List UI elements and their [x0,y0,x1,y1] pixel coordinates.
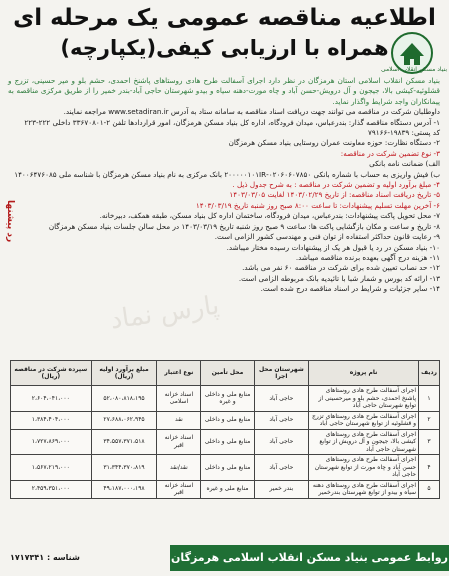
credit-type: نقد [157,411,201,429]
credit-type: اسناد خزانه اقبر [157,429,201,455]
project-name: اجرای آسفالت طرح هادی روستاهای کیشی بالا، جیجون و آل درویش از توابع شهرستان حاجی آباد [309,429,419,455]
item-quorum: ۱۲- حد نصاب تعیین شده برای شرکت در مناقصه ۶۰ نفر می باشد. [242,263,440,273]
footer-organization-bar: روابط عمومی بنیاد مسکن انقلاب اسلامی هرمزگان [170,545,449,571]
table-header-cell: نوع اعتبار [157,361,201,386]
table-row [11,386,440,412]
row-number: ۱ [419,386,440,412]
table-header-cell: محل تأمین [201,361,254,386]
row-number: ۲ [419,411,440,429]
funding-source: منابع ملی و داخلی [201,455,254,481]
item-reject: ۱۰- بنیاد مسکن در رد یا قبول هر یک از پیشنهادات رسیده مختار میباشد. [226,242,440,252]
page-title: اطلاعیه مناقصه عمومی یک مرحله ای [13,5,436,31]
item-law: ۹- رعایت قانون حداکثر استفاده از توان فنی و مهندسی کشور الزامی است. [214,232,440,242]
table-header-cell: مبلغ برآورد اولیه (ریال) [91,361,157,386]
row-number: ۵ [419,480,440,498]
funding-source: منابع ملی و داخلی [201,411,254,429]
deposit-amount: ۲،۴۵۹،۳۵۱،۰۰۰ [11,480,92,498]
table-header-cell: نام پروژه [309,361,419,386]
announcement-body [8,76,440,295]
table-header-cell: سپرده شرکت در مناقصه (ریال) [11,361,92,386]
watermark: پارس نماد [108,290,222,336]
deposit-amount: ۱،۵۶۷،۲۱۹،۰۰۰ [11,455,92,481]
item-postal-code: کد پستی: ۱۹۸۳۹-۷۹۱۶۶ [368,128,440,138]
item-delivery-place: ۷- محل تحویل پاکت پیشنهادات: بندرعباس، میدان فرودگاه، ساختمان اداره کل بنیاد مسکن، طبقه همکف، دبیرخانه. [99,211,440,221]
table-header-row [11,361,440,386]
item-address: ۱- آدرس دستگاه مناقصه گذار: بندرعباس، میدان فرودگاه، اداره کل بنیاد مسکن هرمزگان، امور قراردادها تلفن ۲-۳۳۶۷۰۸۰۱ داخلی ۲۲۲-۲۲۳ [24,117,440,127]
item-ad-cost: ۱۱- هزینه درج آگهی بعهده برنده مناقصه میباشد. [295,252,440,262]
project-name: اجرای آسفالت طرح هادی روستاهای تزرج و قشلوئیه از توابع شهرستان حاجی آباد [309,411,419,429]
credit-type: نقد/نقد [157,455,201,481]
intro-website-paragraph: داوطلبان شرکت در مناقصه می توانند جهت دریافت اسناد مناقصه به سامانه ستاد به آدرس www.setadiran.ir مراجعه نمایند. [63,107,440,117]
table-row [11,480,440,498]
side-stamp-label: رد پیشنها [5,200,15,243]
funding-source: منابع ملی و غیره [201,480,254,498]
intro-paragraph: بنیاد مسکن انقلاب اسلامی استان هرمزگان در نظر دارد اجرای آسفالت طرح هادی روستاهای پاشنخ احمدی، حشم بلو و میر حسینی، تزرج و قشلوئیه-کیشی بالا، جیجون و آل درویش-حسن آباد و چاه مورت-دهنه سیاه و بیدو شهرستان حاجی آباد-بندر خمیر را از طریق مرکزی مناقصه به پیمانکاران واجد شرایط واگذار نماید. [8,76,440,106]
estimate-amount: ۳۴،۵۵۷،۳۷۱،۵۱۸ [91,429,157,455]
deposit-amount: ۲،۶۰۴،۰۴۱،۰۰۰ [11,386,92,412]
item-deadline: ۶- آخرین مهلت تسلیم پیشنهادات: تا ساعت ۸:۰۰ صبح روز شنبه تاریخ ۱۴۰۳/۰۳/۱۹ [195,200,440,210]
estimate-amount: ۲۷،۶۸۸،۰۶۲،۹۴۵ [91,411,157,429]
header [0,0,449,74]
credit-type: اسناد خزانه اقبر [157,480,201,498]
page-subtitle: همراه با ارزیابی کیفی(یکپارچه) [60,36,389,60]
funding-source: منابع ملی و داخلی و غیره [201,386,254,412]
city: حاجی آباد [254,429,308,455]
project-name: اجرای آسفالت طرح هادی روستاهای دهنه سیاه و بیدو از توابع شهرستان بندرخمیر [309,480,419,498]
table-header-cell: ردیف [419,361,440,386]
city: حاجی آباد [254,455,308,481]
deposit-amount: ۱،۷۲۷،۸۶۹،۰۰۰ [11,429,92,455]
item-guarantee-a: الف) ضمانت نامه بانکی [369,159,440,169]
estimate-amount: ۴۹،۱۸۷،۰۰۰،۱۹۸ [91,480,157,498]
item-opening: ۸- تاریخ و ساعت و مکان بازگشایی پاکت ها: ساعت ۹ صبح روز شنبه تاریخ ۱۴۰۳/۰۳/۱۹ در محل سالن جلسات بنیاد مسکن هرمزگان [48,221,440,231]
table-row [11,429,440,455]
deposit-amount: ۱،۳۸۴،۴۰۴،۰۰۰ [11,411,92,429]
table-row [11,455,440,481]
city: بندر خمیر [254,480,308,498]
project-name: اجرای آسفالت طرح هادی روستاهای پاشنخ احمدی، حشم بلو و میرحسینی از توابع شهرستان حاجی آباد [309,386,419,412]
table-row [11,411,440,429]
project-name: اجرای آسفالت طرح هادی روستاهای حسن آباد و چاه مورت از توابع شهرستان حاجی آباد [309,455,419,481]
item-other: ۱۴- سایر جزئیات و شرایط در اسناد مناقصه درج شده است. [260,284,440,294]
table-header-cell: شهرستان محل اجرا [254,361,308,386]
item-estimate: ۴- مبلغ برآورد اولیه و تضمین شرکت در مناقصه : به شرح جدول ذیل . [232,180,440,190]
item-doc-date: ۵- تاریخ دریافت اسناد مناقصه: از تاریخ ۱۴۰۳/۰۲/۲۹ لغایت ۱۴۰۳/۰۳/۰۵ [229,190,440,200]
estimate-amount: ۵۲،۰۸۰،۸۱۸،۱۹۵ [91,386,157,412]
logo-caption: بنیاد مسکن انقلاب اسلامی [380,66,447,73]
footer-id-number: شناسه : ۱۷۱۷۳۴۱ [10,553,80,562]
city: حاجی آباد [254,386,308,412]
item-supervisor: ۲- دستگاه نظارت: حوزه معاونت عمران روستایی بنیاد مسکن هرمزگان [228,138,440,148]
row-number: ۳ [419,429,440,455]
row-number: ۴ [419,455,440,481]
item-guarantee-b: ب) فیش واریزی به حساب با شماره بانکی ۰۲۰۶۰۶۰۷۸۵۰-۲۰۰۰۰۰۱۰۱IR بانک مرکزی به نام بنیاد مسکن هرمزگان با شناسه ملی ۱۴۰۰۶۴۷۶۰۸۵ [14,169,440,179]
city: حاجی آباد [254,411,308,429]
tender-table [10,360,440,499]
funding-source: منابع ملی و داخلی [201,429,254,455]
credit-type: اسناد خزانه اسلامی [157,386,201,412]
item-guarantee-type: ۳- نوع تضمین شرکت در مناقصه: [340,148,440,158]
estimate-amount: ۳۱،۳۴۴،۳۷۰،۸۱۹ [91,455,157,481]
item-stock-code: ۱۳- ارائه کد بورس و شمار شبا با تائیدیه بانک مربوطه الزامی است. [238,273,440,283]
